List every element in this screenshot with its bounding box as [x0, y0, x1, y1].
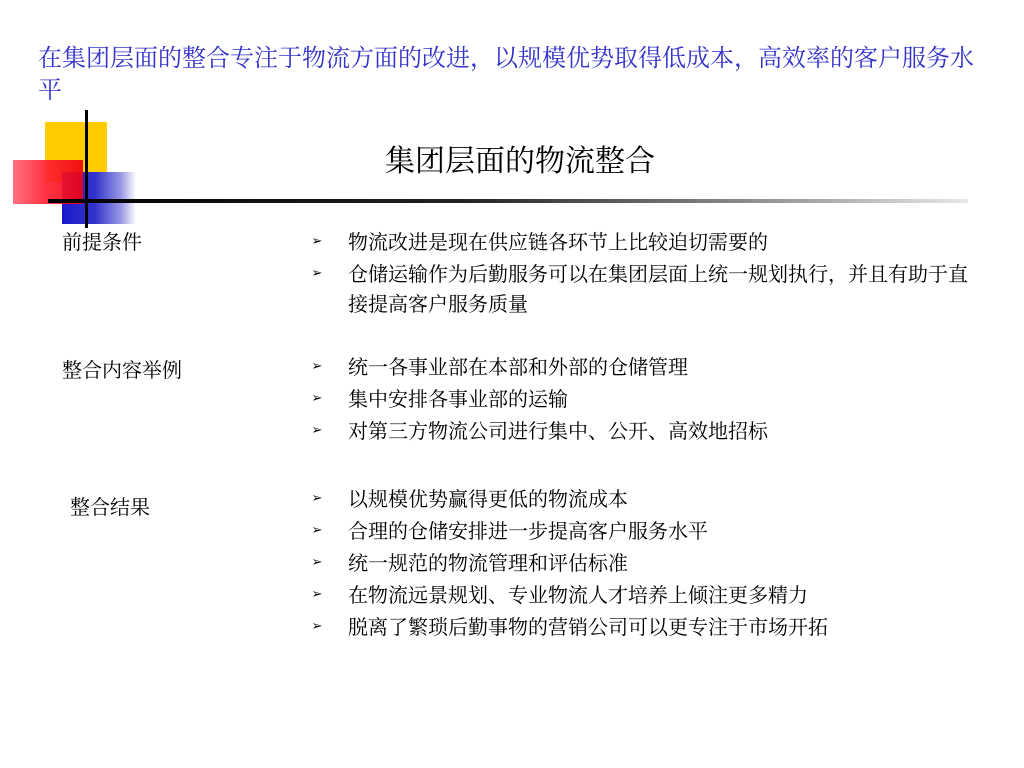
list-item: ➢ 合理的仓储安排进一步提高客户服务水平 — [310, 516, 970, 546]
section-list-examples — [310, 352, 970, 448]
arrow-bullet-icon: ➢ — [311, 391, 323, 406]
list-item: ➢ 物流改进是现在供应链各环节上比较迫切需要的 — [310, 227, 970, 257]
yellow-square — [45, 122, 107, 182]
arrow-bullet-icon: ➢ — [311, 234, 323, 249]
arrow-bullet-icon: ➢ — [311, 359, 323, 374]
section-label-results: 整合结果 — [70, 495, 150, 519]
colored-squares-logo — [0, 0, 1024, 240]
section-list-prerequisites — [310, 227, 970, 321]
horizontal-rule — [48, 199, 968, 203]
section-list-results — [310, 484, 970, 644]
list-item: ➢ 统一规范的物流管理和评估标准 — [310, 548, 970, 578]
arrow-bullet-icon: ➢ — [311, 619, 323, 634]
list-item: ➢ 在物流远景规划、专业物流人才培养上倾注更多精力 — [310, 580, 970, 610]
list-item: ➢ 集中安排各事业部的运输 — [310, 384, 970, 414]
arrow-bullet-icon: ➢ — [311, 587, 323, 602]
red-square — [13, 160, 83, 204]
headline: 在集团层面的整合专注于物流方面的改进，以规模优势取得低成本，高效率的客户服务水平 — [38, 44, 974, 104]
slide-title: 集团层面的物流整合 — [385, 144, 655, 179]
list-item: ➢ 对第三方物流公司进行集中、公开、高效地招标 — [310, 416, 970, 446]
arrow-bullet-icon: ➢ — [311, 266, 323, 281]
list-item: ➢ 脱离了繁琐后勤事物的营销公司可以更专注于市场开拓 — [310, 612, 970, 642]
arrow-bullet-icon: ➢ — [311, 555, 323, 570]
list-item: ➢ 统一各事业部在本部和外部的仓储管理 — [310, 352, 970, 382]
blue-square — [62, 172, 136, 224]
list-item: ➢ 以规模优势赢得更低的物流成本 — [310, 484, 970, 514]
arrow-bullet-icon: ➢ — [311, 491, 323, 506]
arrow-bullet-icon: ➢ — [311, 423, 323, 438]
section-label-examples: 整合内容举例 — [62, 358, 182, 382]
list-item: ➢ 仓储运输作为后勤服务可以在集团层面上统一规划执行，并且有助于直接提高客户服务质量 — [310, 259, 970, 319]
vertical-rule — [85, 110, 88, 228]
arrow-bullet-icon: ➢ — [311, 523, 323, 538]
section-label-prerequisites: 前提条件 — [62, 230, 142, 254]
